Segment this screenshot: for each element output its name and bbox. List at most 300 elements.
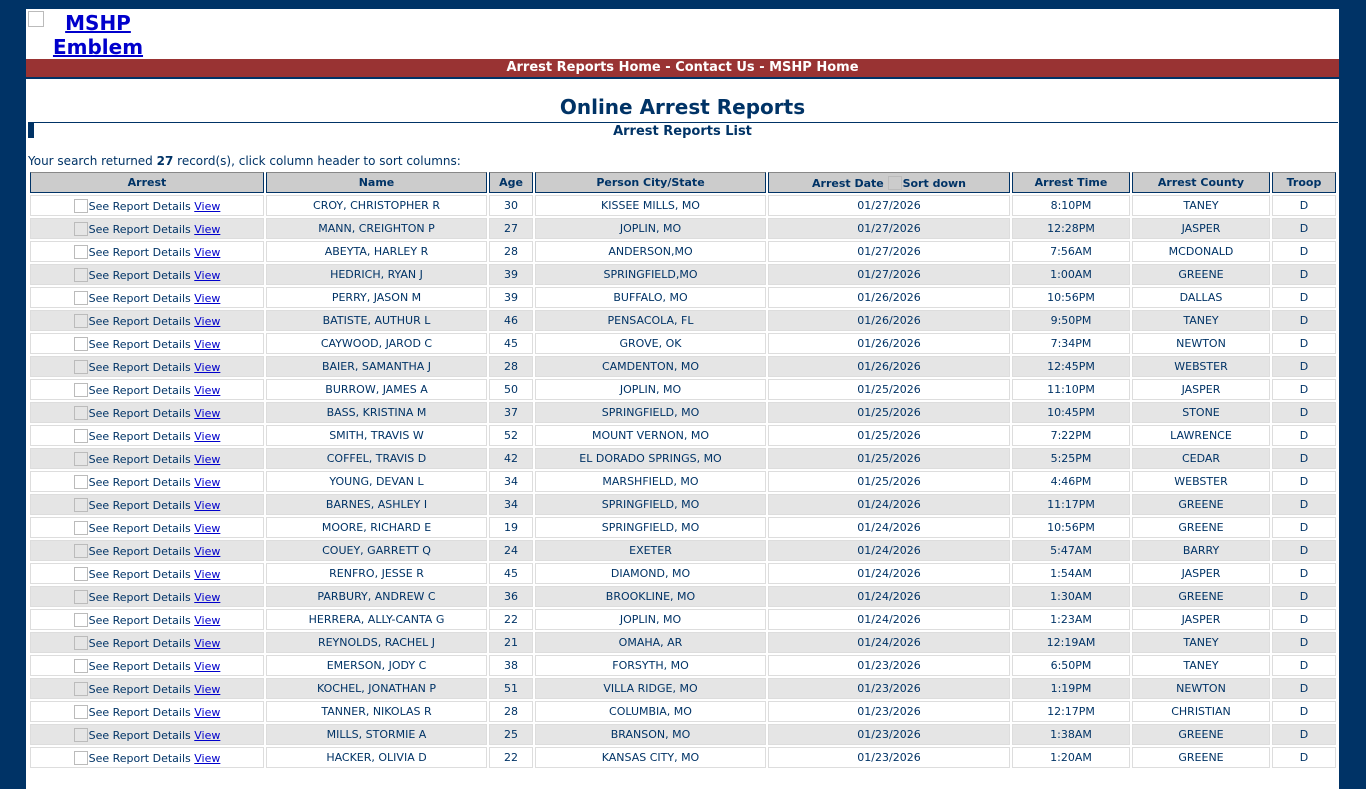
arrest-cell xyxy=(30,678,264,699)
report-details-alt: See Report Details xyxy=(88,728,191,742)
arrest-time-cell: 11:10PM xyxy=(1012,379,1130,400)
view-link[interactable]: View xyxy=(194,360,221,374)
view-link[interactable]: View xyxy=(194,521,221,535)
troop-cell: D xyxy=(1272,586,1336,607)
arrest-county-cell: BARRY xyxy=(1132,540,1270,561)
arrest-cell xyxy=(30,540,264,561)
col-header-arrest[interactable]: Arrest xyxy=(30,172,264,193)
table-row xyxy=(30,379,1336,400)
troop-cell: D xyxy=(1272,471,1336,492)
arrest-county-cell: JASPER xyxy=(1132,218,1270,239)
arrest-date-cell: 01/23/2026 xyxy=(768,655,1010,676)
report-details-icon[interactable] xyxy=(74,705,88,719)
table-row xyxy=(30,701,1336,722)
table-row xyxy=(30,540,1336,561)
troop-cell: D xyxy=(1272,310,1336,331)
report-details-alt: See Report Details xyxy=(88,544,191,558)
age-cell: 51 xyxy=(489,678,533,699)
report-details-icon[interactable] xyxy=(74,498,88,512)
troop-cell: D xyxy=(1272,701,1336,722)
arrest-time-cell: 10:45PM xyxy=(1012,402,1130,423)
troop-cell: D xyxy=(1272,287,1336,308)
troop-cell: D xyxy=(1272,517,1336,538)
report-details-alt: See Report Details xyxy=(88,406,191,420)
troop-cell: D xyxy=(1272,425,1336,446)
arrest-cell xyxy=(30,609,264,630)
city-state-cell: DIAMOND, MO xyxy=(535,563,766,584)
arrest-time-cell: 7:22PM xyxy=(1012,425,1130,446)
arrest-date-cell: 01/24/2026 xyxy=(768,517,1010,538)
view-link[interactable]: View xyxy=(194,728,221,742)
age-cell: 39 xyxy=(489,287,533,308)
view-link[interactable]: View xyxy=(194,406,221,420)
report-details-icon[interactable] xyxy=(74,360,88,374)
arrest-cell xyxy=(30,241,264,262)
troop-cell: D xyxy=(1272,448,1336,469)
troop-cell: D xyxy=(1272,379,1336,400)
arrest-county-cell: GREENE xyxy=(1132,494,1270,515)
arrest-date-cell: 01/25/2026 xyxy=(768,448,1010,469)
arrest-cell xyxy=(30,747,264,768)
report-details-icon[interactable] xyxy=(74,544,88,558)
city-state-cell: EXETER xyxy=(535,540,766,561)
city-state-cell: KANSAS CITY, MO xyxy=(535,747,766,768)
table-row xyxy=(30,287,1336,308)
arrest-cell xyxy=(30,287,264,308)
report-details-icon[interactable] xyxy=(74,475,88,489)
view-link[interactable]: View xyxy=(194,337,221,351)
view-link[interactable]: View xyxy=(194,659,221,673)
arrest-cell xyxy=(30,333,264,354)
arrest-date-cell: 01/24/2026 xyxy=(768,586,1010,607)
arrest-time-cell: 1:20AM xyxy=(1012,747,1130,768)
report-details-alt: See Report Details xyxy=(88,337,191,351)
arrest-county-cell: CEDAR xyxy=(1132,448,1270,469)
col-header-arrest-time[interactable]: Arrest Time xyxy=(1012,172,1130,193)
report-details-icon[interactable] xyxy=(74,590,88,604)
city-state-cell: VILLA RIDGE, MO xyxy=(535,678,766,699)
name-cell: HEDRICH, RYAN J xyxy=(266,264,487,285)
name-cell: TANNER, NIKOLAS R xyxy=(266,701,487,722)
troop-cell: D xyxy=(1272,632,1336,653)
name-cell: BURROW, JAMES A xyxy=(266,379,487,400)
arrest-county-cell: WEBSTER xyxy=(1132,471,1270,492)
col-header-arrest-date[interactable] xyxy=(768,172,1010,193)
report-details-icon[interactable] xyxy=(74,728,88,742)
table-row xyxy=(30,471,1336,492)
arrest-cell xyxy=(30,379,264,400)
arrest-cell xyxy=(30,264,264,285)
arrest-county-cell: GREENE xyxy=(1132,264,1270,285)
arrest-time-cell: 9:50PM xyxy=(1012,310,1130,331)
arrest-date-cell: 01/24/2026 xyxy=(768,563,1010,584)
arrest-date-cell: 01/26/2026 xyxy=(768,333,1010,354)
report-details-icon[interactable] xyxy=(74,521,88,535)
arrest-cell xyxy=(30,494,264,515)
name-cell: RENFRO, JESSE R xyxy=(266,563,487,584)
report-details-alt: See Report Details xyxy=(88,475,191,489)
table-row xyxy=(30,402,1336,423)
arrest-county-cell: TANEY xyxy=(1132,195,1270,216)
city-state-cell: GROVE, OK xyxy=(535,333,766,354)
view-link[interactable]: View xyxy=(194,544,221,558)
arrest-date-cell: 01/27/2026 xyxy=(768,218,1010,239)
arrest-date-cell: 01/24/2026 xyxy=(768,540,1010,561)
arrest-time-cell: 1:30AM xyxy=(1012,586,1130,607)
arrest-date-cell: 01/24/2026 xyxy=(768,494,1010,515)
report-details-icon[interactable] xyxy=(74,245,88,259)
sort-down-icon[interactable] xyxy=(888,176,902,190)
age-cell: 34 xyxy=(489,471,533,492)
arrest-date-cell: 01/25/2026 xyxy=(768,425,1010,446)
col-header-name[interactable]: Name xyxy=(266,172,487,193)
report-details-alt: See Report Details xyxy=(88,245,191,259)
age-cell: 22 xyxy=(489,609,533,630)
report-details-icon[interactable] xyxy=(74,659,88,673)
report-details-alt: See Report Details xyxy=(88,268,191,282)
name-cell: REYNOLDS, RACHEL J xyxy=(266,632,487,653)
divider xyxy=(28,122,1338,123)
table-row xyxy=(30,632,1336,653)
arrest-cell xyxy=(30,218,264,239)
report-details-icon[interactable] xyxy=(74,222,88,236)
troop-cell: D xyxy=(1272,356,1336,377)
arrest-cell xyxy=(30,586,264,607)
arrest-county-cell: GREENE xyxy=(1132,517,1270,538)
nav-separator: - xyxy=(660,60,676,75)
age-cell: 36 xyxy=(489,586,533,607)
table-row xyxy=(30,609,1336,630)
city-state-cell: COLUMBIA, MO xyxy=(535,701,766,722)
arrest-cell xyxy=(30,448,264,469)
city-state-cell: JOPLIN, MO xyxy=(535,609,766,630)
report-details-icon[interactable] xyxy=(74,291,88,305)
report-details-icon[interactable] xyxy=(74,337,88,351)
report-details-alt: See Report Details xyxy=(88,360,191,374)
report-details-alt: See Report Details xyxy=(88,590,191,604)
troop-cell: D xyxy=(1272,655,1336,676)
troop-cell: D xyxy=(1272,241,1336,262)
arrest-cell xyxy=(30,655,264,676)
view-link[interactable]: View xyxy=(194,314,221,328)
arrest-county-cell: DALLAS xyxy=(1132,287,1270,308)
city-state-cell: SPRINGFIELD, MO xyxy=(535,494,766,515)
name-cell: BAIER, SAMANTHA J xyxy=(266,356,487,377)
arrest-county-cell: JASPER xyxy=(1132,563,1270,584)
arrest-cell xyxy=(30,425,264,446)
arrest-date-cell: 01/27/2026 xyxy=(768,241,1010,262)
age-cell: 45 xyxy=(489,333,533,354)
age-cell: 50 xyxy=(489,379,533,400)
arrest-county-cell: NEWTON xyxy=(1132,333,1270,354)
report-details-alt: See Report Details xyxy=(88,429,191,443)
report-details-icon[interactable] xyxy=(74,268,88,282)
city-state-cell: PENSACOLA, FL xyxy=(535,310,766,331)
age-cell: 21 xyxy=(489,632,533,653)
report-details-icon[interactable] xyxy=(74,199,88,213)
arrest-date-cell: 01/25/2026 xyxy=(768,379,1010,400)
arrest-county-cell: JASPER xyxy=(1132,609,1270,630)
report-details-alt: See Report Details xyxy=(88,222,191,236)
report-details-alt: See Report Details xyxy=(88,705,191,719)
view-link[interactable]: View xyxy=(194,636,221,650)
arrest-time-cell: 4:46PM xyxy=(1012,471,1130,492)
age-cell: 25 xyxy=(489,724,533,745)
arrest-county-cell: WEBSTER xyxy=(1132,356,1270,377)
view-link[interactable]: View xyxy=(194,268,221,282)
arrest-date-cell: 01/26/2026 xyxy=(768,310,1010,331)
troop-cell: D xyxy=(1272,563,1336,584)
arrest-county-cell: GREENE xyxy=(1132,586,1270,607)
view-link[interactable]: View xyxy=(194,705,221,719)
logo-alt-text[interactable]: MSHP Emblem xyxy=(52,11,144,59)
arrest-cell xyxy=(30,310,264,331)
arrest-time-cell: 12:19AM xyxy=(1012,632,1130,653)
name-cell: MOORE, RICHARD E xyxy=(266,517,487,538)
age-cell: 46 xyxy=(489,310,533,331)
age-cell: 38 xyxy=(489,655,533,676)
report-details-icon[interactable] xyxy=(74,567,88,581)
search-summary xyxy=(28,154,461,168)
arrest-date-cell: 01/25/2026 xyxy=(768,402,1010,423)
col-header-age[interactable]: Age xyxy=(489,172,533,193)
arrest-county-cell: TANEY xyxy=(1132,310,1270,331)
table-row xyxy=(30,218,1336,239)
arrest-time-cell: 12:28PM xyxy=(1012,218,1130,239)
arrest-time-cell: 5:25PM xyxy=(1012,448,1130,469)
troop-cell: D xyxy=(1272,195,1336,216)
report-details-alt: See Report Details xyxy=(88,199,191,213)
arrest-county-cell: TANEY xyxy=(1132,655,1270,676)
view-link[interactable]: View xyxy=(194,567,221,581)
troop-cell: D xyxy=(1272,402,1336,423)
view-link[interactable]: View xyxy=(194,199,221,213)
nav-separator: - xyxy=(754,60,770,75)
name-cell: EMERSON, JODY C xyxy=(266,655,487,676)
troop-cell: D xyxy=(1272,609,1336,630)
age-cell: 52 xyxy=(489,425,533,446)
arrest-county-cell: STONE xyxy=(1132,402,1270,423)
arrest-time-cell: 1:19PM xyxy=(1012,678,1130,699)
name-cell: MANN, CREIGHTON P xyxy=(266,218,487,239)
name-cell: HACKER, OLIVIA D xyxy=(266,747,487,768)
view-link[interactable]: View xyxy=(194,475,221,489)
view-link[interactable]: View xyxy=(194,429,221,443)
report-details-icon[interactable] xyxy=(74,406,88,420)
arrest-time-cell: 8:10PM xyxy=(1012,195,1130,216)
troop-cell: D xyxy=(1272,264,1336,285)
report-details-alt: See Report Details xyxy=(88,314,191,328)
col-header-arrest-county[interactable]: Arrest County xyxy=(1132,172,1270,193)
arrest-date-cell: 01/24/2026 xyxy=(768,609,1010,630)
troop-cell: D xyxy=(1272,747,1336,768)
city-state-cell: FORSYTH, MO xyxy=(535,655,766,676)
arrest-cell xyxy=(30,724,264,745)
arrest-time-cell: 10:56PM xyxy=(1012,517,1130,538)
arrest-time-cell: 5:47AM xyxy=(1012,540,1130,561)
page-title: Online Arrest Reports xyxy=(559,95,806,119)
table-row xyxy=(30,747,1336,768)
arrest-time-cell: 11:17PM xyxy=(1012,494,1130,515)
nav-mshp-home[interactable]: MSHP Home xyxy=(769,60,859,75)
troop-cell: D xyxy=(1272,494,1336,515)
view-link[interactable]: View xyxy=(194,590,221,604)
arrest-time-cell: 1:23AM xyxy=(1012,609,1130,630)
city-state-cell: EL DORADO SPRINGS, MO xyxy=(535,448,766,469)
table-row xyxy=(30,494,1336,515)
city-state-cell: JOPLIN, MO xyxy=(535,379,766,400)
report-details-icon[interactable] xyxy=(74,636,88,650)
name-cell: CAYWOOD, JAROD C xyxy=(266,333,487,354)
report-details-alt: See Report Details xyxy=(88,659,191,673)
name-cell: PARBURY, ANDREW C xyxy=(266,586,487,607)
city-state-cell: KISSEE MILLS, MO xyxy=(535,195,766,216)
table-row xyxy=(30,264,1336,285)
age-cell: 28 xyxy=(489,356,533,377)
mshp-emblem-logo[interactable] xyxy=(28,11,168,59)
nav-contact-us[interactable]: Contact Us xyxy=(675,60,755,75)
age-cell: 42 xyxy=(489,448,533,469)
name-cell: BATISTE, AUTHUR L xyxy=(266,310,487,331)
name-cell: BASS, KRISTINA M xyxy=(266,402,487,423)
view-link[interactable]: View xyxy=(194,613,221,627)
report-details-icon[interactable] xyxy=(74,314,88,328)
arrest-time-cell: 1:38AM xyxy=(1012,724,1130,745)
city-state-cell: SPRINGFIELD, MO xyxy=(535,517,766,538)
report-details-icon[interactable] xyxy=(74,452,88,466)
view-link[interactable]: View xyxy=(194,682,221,696)
arrest-date-cell: 01/26/2026 xyxy=(768,356,1010,377)
report-details-icon[interactable] xyxy=(74,751,88,765)
arrest-date-cell: 01/23/2026 xyxy=(768,724,1010,745)
table-row xyxy=(30,563,1336,584)
table-row xyxy=(30,195,1336,216)
broken-image-icon xyxy=(28,11,44,27)
table-row xyxy=(30,517,1336,538)
report-details-alt: See Report Details xyxy=(88,751,191,765)
col-header-troop[interactable]: Troop xyxy=(1272,172,1336,193)
arrest-county-cell: MCDONALD xyxy=(1132,241,1270,262)
arrest-time-cell: 7:34PM xyxy=(1012,333,1130,354)
view-link[interactable]: View xyxy=(194,222,221,236)
arrest-time-cell: 12:45PM xyxy=(1012,356,1130,377)
name-cell: CROY, CHRISTOPHER R xyxy=(266,195,487,216)
view-link[interactable]: View xyxy=(194,751,221,765)
arrest-county-cell: CHRISTIAN xyxy=(1132,701,1270,722)
age-cell: 24 xyxy=(489,540,533,561)
col-header-city-state[interactable]: Person City/State xyxy=(535,172,766,193)
table-row xyxy=(30,586,1336,607)
report-details-icon[interactable] xyxy=(74,383,88,397)
arrest-county-cell: GREENE xyxy=(1132,724,1270,745)
age-cell: 27 xyxy=(489,218,533,239)
view-link[interactable]: View xyxy=(194,383,221,397)
name-cell: SMITH, TRAVIS W xyxy=(266,425,487,446)
name-cell: KOCHEL, JONATHAN P xyxy=(266,678,487,699)
top-nav xyxy=(26,59,1339,79)
view-link[interactable]: View xyxy=(194,291,221,305)
name-cell: PERRY, JASON M xyxy=(266,287,487,308)
arrest-date-cell: 01/23/2026 xyxy=(768,678,1010,699)
name-cell: HERRERA, ALLY-CANTA G xyxy=(266,609,487,630)
name-cell: COFFEL, TRAVIS D xyxy=(266,448,487,469)
view-link[interactable]: View xyxy=(194,498,221,512)
name-cell: COUEY, GARRETT Q xyxy=(266,540,487,561)
report-details-icon[interactable] xyxy=(74,429,88,443)
arrest-date-cell: 01/24/2026 xyxy=(768,632,1010,653)
arrest-date-cell: 01/23/2026 xyxy=(768,747,1010,768)
age-cell: 28 xyxy=(489,241,533,262)
age-cell: 28 xyxy=(489,701,533,722)
section-title: Arrest Reports List xyxy=(613,124,752,139)
arrest-date-cell: 01/26/2026 xyxy=(768,287,1010,308)
arrest-time-cell: 6:50PM xyxy=(1012,655,1130,676)
table-row xyxy=(30,241,1336,262)
arrest-date-cell: 01/27/2026 xyxy=(768,264,1010,285)
page-container xyxy=(26,9,1339,789)
report-details-icon[interactable] xyxy=(74,613,88,627)
summary-suffix: record(s), click column header to sort columns: xyxy=(173,154,461,168)
table-row xyxy=(30,333,1336,354)
city-state-cell: ANDERSON,MO xyxy=(535,241,766,262)
arrest-date-cell: 01/27/2026 xyxy=(768,195,1010,216)
age-cell: 34 xyxy=(489,494,533,515)
nav-arrest-reports-home[interactable]: Arrest Reports Home xyxy=(506,60,661,75)
arrest-date-cell: 01/23/2026 xyxy=(768,701,1010,722)
arrest-county-cell: LAWRENCE xyxy=(1132,425,1270,446)
sort-down-alt: Sort down xyxy=(902,176,966,190)
arrest-cell xyxy=(30,402,264,423)
report-details-icon[interactable] xyxy=(74,682,88,696)
report-details-alt: See Report Details xyxy=(88,636,191,650)
city-state-cell: BUFFALO, MO xyxy=(535,287,766,308)
city-state-cell: CAMDENTON, MO xyxy=(535,356,766,377)
view-link[interactable]: View xyxy=(194,452,221,466)
troop-cell: D xyxy=(1272,333,1336,354)
arrest-cell xyxy=(30,471,264,492)
table-row xyxy=(30,310,1336,331)
report-details-alt: See Report Details xyxy=(88,613,191,627)
record-count: 27 xyxy=(156,154,174,168)
city-state-cell: SPRINGFIELD,MO xyxy=(535,264,766,285)
arrest-cell xyxy=(30,701,264,722)
arrest-county-cell: GREENE xyxy=(1132,747,1270,768)
report-details-alt: See Report Details xyxy=(88,521,191,535)
report-details-alt: See Report Details xyxy=(88,291,191,305)
view-link[interactable]: View xyxy=(194,245,221,259)
arrest-time-cell: 1:00AM xyxy=(1012,264,1130,285)
city-state-cell: MOUNT VERNON, MO xyxy=(535,425,766,446)
arrest-reports-table xyxy=(28,170,1338,770)
report-details-alt: See Report Details xyxy=(88,682,191,696)
age-cell: 30 xyxy=(489,195,533,216)
troop-cell: D xyxy=(1272,218,1336,239)
age-cell: 22 xyxy=(489,747,533,768)
city-state-cell: MARSHFIELD, MO xyxy=(535,471,766,492)
city-state-cell: OMAHA, AR xyxy=(535,632,766,653)
name-cell: MILLS, STORMIE A xyxy=(266,724,487,745)
arrest-time-cell: 1:54AM xyxy=(1012,563,1130,584)
summary-prefix: Your search returned xyxy=(28,154,157,168)
arrest-cell xyxy=(30,517,264,538)
name-cell: YOUNG, DEVAN L xyxy=(266,471,487,492)
troop-cell: D xyxy=(1272,724,1336,745)
table-row xyxy=(30,655,1336,676)
arrest-cell xyxy=(30,356,264,377)
arrest-date-cell: 01/25/2026 xyxy=(768,471,1010,492)
troop-cell: D xyxy=(1272,540,1336,561)
arrest-date-label: Arrest Date xyxy=(812,176,884,190)
